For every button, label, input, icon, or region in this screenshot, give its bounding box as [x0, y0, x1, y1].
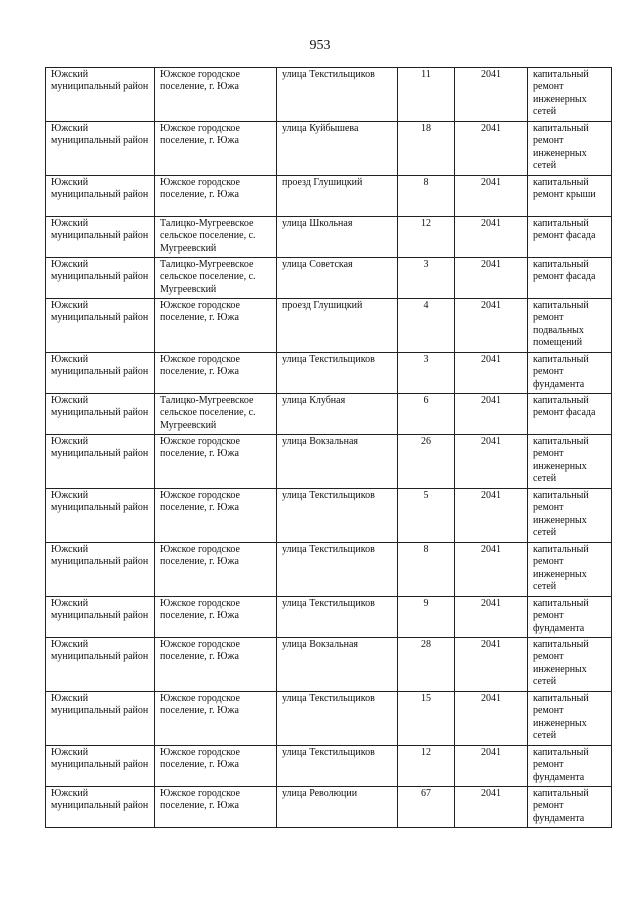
district-cell: Южский муниципальный район: [46, 217, 155, 258]
street-cell: улица Текстильщиков: [277, 692, 398, 746]
table-body: [46, 68, 612, 828]
street-cell: улица Куйбышева: [277, 122, 398, 176]
house-number-cell: 8: [398, 543, 455, 597]
district-cell: Южский муниципальный район: [46, 435, 155, 489]
street-cell: проезд Глушицкий: [277, 299, 398, 353]
house-number-cell: 11: [398, 68, 455, 122]
work-type-cell: капитальный ремонт инженерных сетей: [528, 435, 612, 489]
housing-repair-table: [45, 67, 612, 828]
street-cell: улица Советская: [277, 258, 398, 299]
year-cell: 2041: [455, 597, 528, 638]
street-cell: улица Текстильщиков: [277, 597, 398, 638]
settlement-cell: Талицко-Мугреевское сельское поселение, с. Мугреевский: [155, 217, 277, 258]
table-row: [46, 299, 612, 353]
year-cell: 2041: [455, 176, 528, 217]
house-number-cell: 15: [398, 692, 455, 746]
year-cell: 2041: [455, 394, 528, 435]
settlement-cell: Южское городское поселение, г. Южа: [155, 176, 277, 217]
settlement-cell: Южское городское поселение, г. Южа: [155, 787, 277, 828]
settlement-cell: Южское городское поселение, г. Южа: [155, 353, 277, 394]
settlement-cell: Южское городское поселение, г. Южа: [155, 746, 277, 787]
table-row: [46, 217, 612, 258]
street-cell: улица Вокзальная: [277, 638, 398, 692]
house-number-cell: 12: [398, 217, 455, 258]
table-row: [46, 543, 612, 597]
work-type-cell: капитальный ремонт фасада: [528, 258, 612, 299]
house-number-cell: 26: [398, 435, 455, 489]
district-cell: Южский муниципальный район: [46, 597, 155, 638]
district-cell: Южский муниципальный район: [46, 299, 155, 353]
year-cell: 2041: [455, 68, 528, 122]
house-number-cell: 4: [398, 299, 455, 353]
work-type-cell: капитальный ремонт инженерных сетей: [528, 122, 612, 176]
page-number: 953: [309, 38, 331, 53]
street-cell: улица Клубная: [277, 394, 398, 435]
year-cell: 2041: [455, 543, 528, 597]
work-type-cell: капитальный ремонт инженерных сетей: [528, 543, 612, 597]
work-type-cell: капитальный ремонт фасада: [528, 217, 612, 258]
street-cell: улица Текстильщиков: [277, 353, 398, 394]
district-cell: Южский муниципальный район: [46, 543, 155, 597]
work-type-cell: капитальный ремонт фундамента: [528, 353, 612, 394]
house-number-cell: 3: [398, 353, 455, 394]
year-cell: 2041: [455, 299, 528, 353]
table-row: [46, 787, 612, 828]
year-cell: 2041: [455, 787, 528, 828]
district-cell: Южский муниципальный район: [46, 638, 155, 692]
year-cell: 2041: [455, 435, 528, 489]
district-cell: Южский муниципальный район: [46, 353, 155, 394]
street-cell: улица Вокзальная: [277, 435, 398, 489]
house-number-cell: 9: [398, 597, 455, 638]
work-type-cell: капитальный ремонт инженерных сетей: [528, 638, 612, 692]
work-type-cell: капитальный ремонт фундамента: [528, 746, 612, 787]
district-cell: Южский муниципальный район: [46, 787, 155, 828]
year-cell: 2041: [455, 353, 528, 394]
settlement-cell: Южское городское поселение, г. Южа: [155, 543, 277, 597]
house-number-cell: 8: [398, 176, 455, 217]
settlement-cell: Южское городское поселение, г. Южа: [155, 122, 277, 176]
street-cell: проезд Глушицкий: [277, 176, 398, 217]
street-cell: улица Текстильщиков: [277, 746, 398, 787]
work-type-cell: капитальный ремонт крыши: [528, 176, 612, 217]
table-row: [46, 692, 612, 746]
table-row: [46, 176, 612, 217]
year-cell: 2041: [455, 638, 528, 692]
district-cell: Южский муниципальный район: [46, 692, 155, 746]
settlement-cell: Южское городское поселение, г. Южа: [155, 692, 277, 746]
year-cell: 2041: [455, 746, 528, 787]
settlement-cell: Талицко-Мугреевское сельское поселение, с. Мугреевский: [155, 258, 277, 299]
table-row: [46, 353, 612, 394]
year-cell: 2041: [455, 692, 528, 746]
table-row: [46, 746, 612, 787]
district-cell: Южский муниципальный район: [46, 394, 155, 435]
house-number-cell: 67: [398, 787, 455, 828]
house-number-cell: 5: [398, 489, 455, 543]
street-cell: улица Революции: [277, 787, 398, 828]
year-cell: 2041: [455, 122, 528, 176]
work-type-cell: капитальный ремонт инженерных сетей: [528, 692, 612, 746]
district-cell: Южский муниципальный район: [46, 746, 155, 787]
street-cell: улица Текстильщиков: [277, 489, 398, 543]
house-number-cell: 28: [398, 638, 455, 692]
district-cell: Южский муниципальный район: [46, 176, 155, 217]
year-cell: 2041: [455, 489, 528, 543]
street-cell: улица Текстильщиков: [277, 68, 398, 122]
house-number-cell: 12: [398, 746, 455, 787]
district-cell: Южский муниципальный район: [46, 68, 155, 122]
settlement-cell: Талицко-Мугреевское сельское поселение, с. Мугреевский: [155, 394, 277, 435]
settlement-cell: Южское городское поселение, г. Южа: [155, 299, 277, 353]
district-cell: Южский муниципальный район: [46, 122, 155, 176]
table-row: [46, 489, 612, 543]
street-cell: улица Текстильщиков: [277, 543, 398, 597]
settlement-cell: Южское городское поселение, г. Южа: [155, 638, 277, 692]
table-row: [46, 258, 612, 299]
work-type-cell: капитальный ремонт инженерных сетей: [528, 68, 612, 122]
settlement-cell: Южское городское поселение, г. Южа: [155, 597, 277, 638]
settlement-cell: Южское городское поселение, г. Южа: [155, 435, 277, 489]
year-cell: 2041: [455, 217, 528, 258]
table-row: [46, 435, 612, 489]
table-row: [46, 394, 612, 435]
year-cell: 2041: [455, 258, 528, 299]
table-row: [46, 68, 612, 122]
settlement-cell: Южское городское поселение, г. Южа: [155, 68, 277, 122]
table-row: [46, 122, 612, 176]
work-type-cell: капитальный ремонт фасада: [528, 394, 612, 435]
work-type-cell: капитальный ремонт фундамента: [528, 597, 612, 638]
house-number-cell: 6: [398, 394, 455, 435]
house-number-cell: 3: [398, 258, 455, 299]
district-cell: Южский муниципальный район: [46, 489, 155, 543]
work-type-cell: капитальный ремонт инженерных сетей: [528, 489, 612, 543]
house-number-cell: 18: [398, 122, 455, 176]
district-cell: Южский муниципальный район: [46, 258, 155, 299]
settlement-cell: Южское городское поселение, г. Южа: [155, 489, 277, 543]
street-cell: улица Школьная: [277, 217, 398, 258]
table-row: [46, 597, 612, 638]
work-type-cell: капитальный ремонт фундамента: [528, 787, 612, 828]
table-row: [46, 638, 612, 692]
work-type-cell: капитальный ремонт подвальных помещений: [528, 299, 612, 353]
